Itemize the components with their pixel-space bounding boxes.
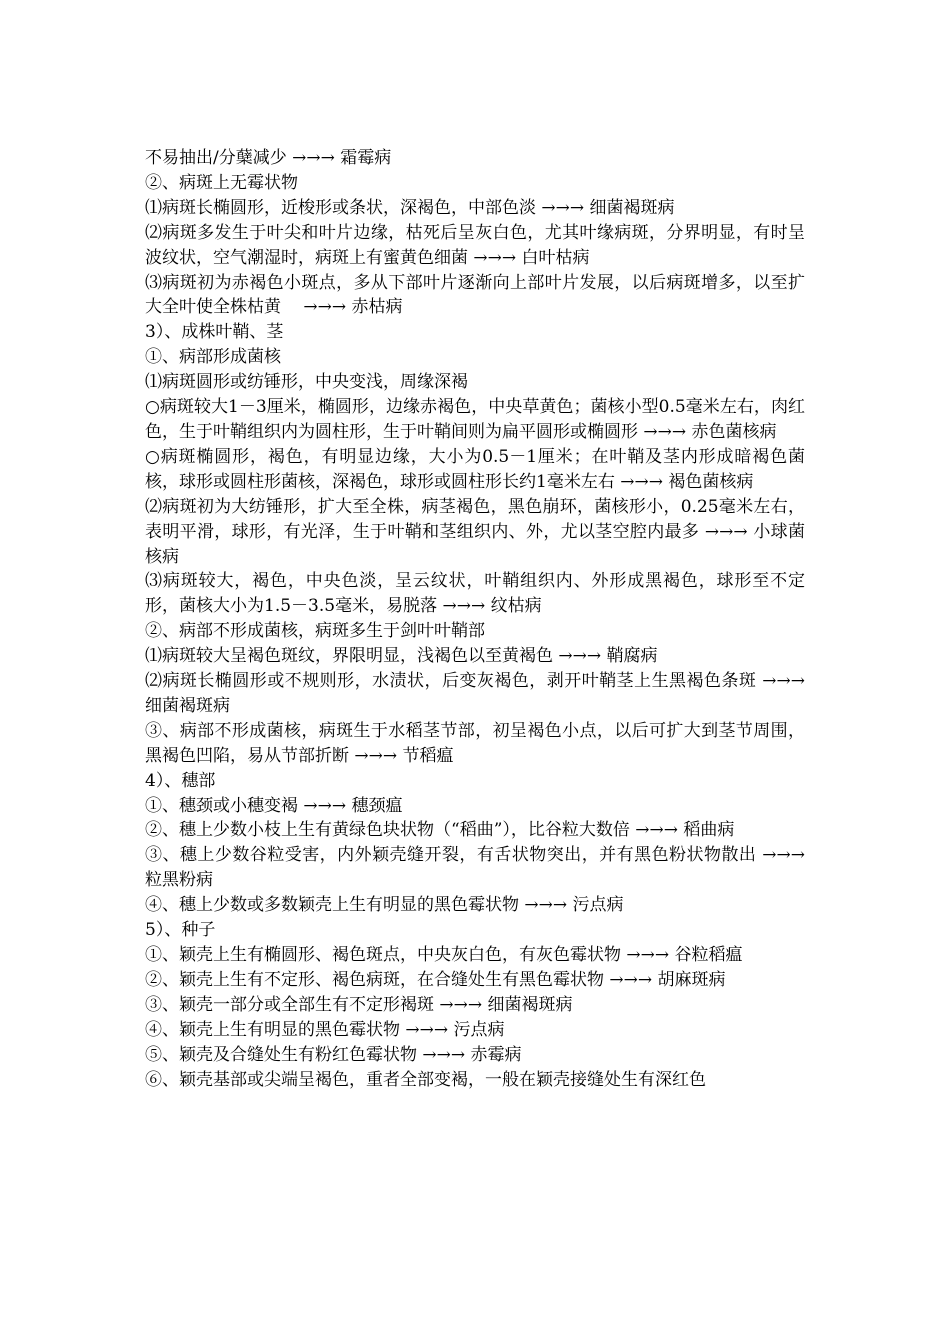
paragraph-1: 不易抽出/分蘖减少 →→→ 霜霉病: [145, 148, 392, 168]
paragraph-19: ②、穗上少数小枝上生有黄绿色块状物（“稻曲”），比谷粒大数倍 →→→ 稻曲病: [145, 820, 735, 841]
paragraph-26: ④、颖壳上生有明显的黑色霉状物 →→→ 污点病: [145, 1019, 505, 1040]
paragraph-14: ⑴病斑较大呈褐色斑纹，界限明显，浅褐色以至黄褐色 →→→ 鞘腐病: [145, 646, 658, 667]
paragraph-16: ③、病部不形成菌核，病斑生于水稻茎节部，初呈褐色小点，以后可扩大到茎节周围，黑褐色凹陷，易从节部折断 →→→ 节稻瘟: [145, 720, 805, 766]
paragraph-5: ⑶病斑初为赤褐色小斑点，多从下部叶片逐渐向上部叶片发展，以后病斑增多，以至扩大全叶使全株枯黄 →→→ 赤枯病: [145, 272, 805, 318]
section-heading-3: 3）、成株叶鞘、茎: [145, 322, 284, 343]
paragraph-25: ③、颖壳一部分或全部生有不定形褐斑 →→→ 细菌褐斑病: [145, 994, 573, 1015]
paragraph-9: ○病斑较大1－3厘米，椭圆形，边缘赤褐色，中央草黄色；菌核小型0.5毫米左右，肉红色，生于叶鞘组织内为圆柱形，生于叶鞘间则为扁平圆形或椭圆形 →→→ 赤色菌核病: [145, 397, 805, 442]
section-heading-4: 4）、穗部: [145, 770, 216, 791]
paragraph-24: ②、颖壳上生有不定形、褐色病斑，在合缝处生有黑色霉状物 →→→ 胡麻斑病: [145, 969, 726, 990]
section-heading-5: 5）、种子: [145, 920, 216, 941]
paragraph-12: ⑶病斑较大，褐色，中央色淡，呈云纹状，叶鞘组织内、外形成黑褐色，球形至不定形，菌核大小为1.5－3.5毫米，易脱落 →→→ 纹枯病: [145, 571, 805, 617]
paragraph-28: ⑥、颖壳基部或尖端呈褐色，重者全部变褐，一般在颖壳接缝处生有深红色: [145, 1069, 706, 1090]
paragraph-15: ⑵病斑长椭圆形或不规则形，水渍状，后变灰褐色，剥开叶鞘茎上生黑褐色条斑 →→→ 细菌褐斑病: [145, 671, 805, 716]
document-body: [145, 146, 805, 1092]
paragraph-18: ①、穗颈或小穗变褐 →→→ 穗颈瘟: [145, 795, 403, 816]
paragraph-3: ⑴病斑长椭圆形，近梭形或条状，深褐色，中部色淡 →→→ 细菌褐斑病: [145, 197, 675, 218]
paragraph-20: ③、穗上少数谷粒受害，内外颖壳缝开裂，有舌状物突出，并有黑色粉状物散出 →→→ 粒黑粉病: [145, 845, 805, 891]
paragraph-21: ④、穗上少数或多数颖壳上生有明显的黑色霉状物 →→→ 污点病: [145, 895, 624, 916]
paragraph-11: ⑵病斑初为大纺锤形，扩大至全株，病茎褐色，黑色崩环，菌核形小，0.25毫米左右，表明平滑，球形，有光泽，生于叶鞘和茎组织内、外，尤以茎空腔内最多 →→→ 小球菌核病: [145, 496, 805, 567]
paragraph-2: ②、病斑上无霉状物: [145, 172, 298, 193]
paragraph-13: ②、病部不形成菌核，病斑多生于剑叶叶鞘部: [145, 621, 485, 642]
paragraph-8: ⑴病斑圆形或纺锤形，中央变浅，周缘深褐: [145, 372, 468, 393]
paragraph-10: ○病斑椭圆形，褐色，有明显边缘，大小为0.5－1厘米；在叶鞘及茎内形成暗褐色菌核，球形或圆柱形菌核，深褐色，球形或圆柱形长约1毫米左右 →→→ 褐色菌核病: [145, 446, 805, 492]
paragraph-7: ①、病部形成菌核: [145, 347, 281, 368]
paragraph-27: ⑤、颖壳及合缝处生有粉红色霉状物 →→→ 赤霉病: [145, 1044, 522, 1065]
paragraph-4: ⑵病斑多发生于叶尖和叶片边缘，枯死后呈灰白色，尤其叶缘病斑，分界明显，有时呈波纹状，空气潮湿时，病斑上有蜜黄色细菌 →→→ 白叶枯病: [145, 222, 805, 268]
paragraph-23: ①、颖壳上生有椭圆形、褐色斑点，中央灰白色，有灰色霉状物 →→→ 谷粒稻瘟: [145, 945, 743, 965]
